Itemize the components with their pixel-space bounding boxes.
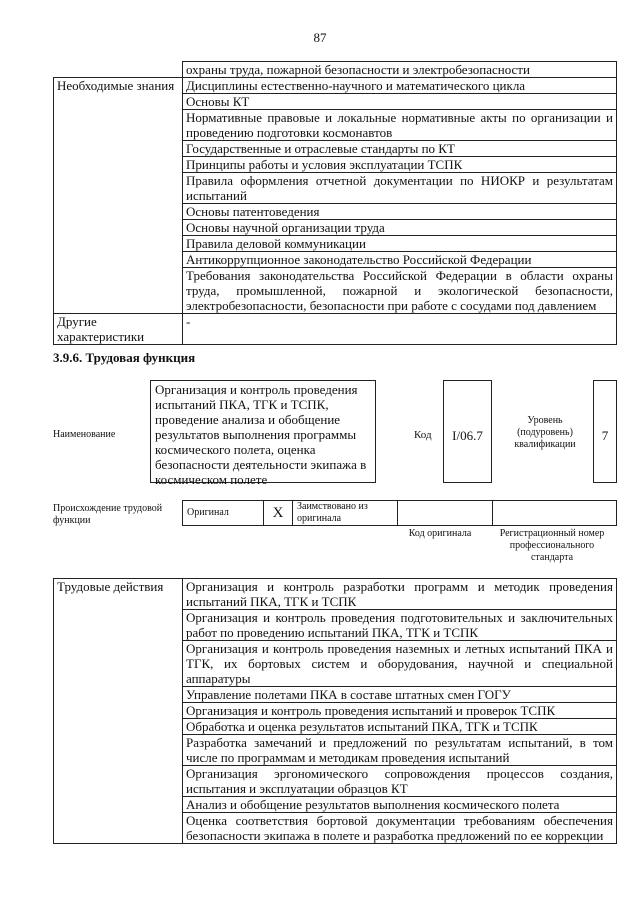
page-number: 87 — [313, 30, 327, 45]
labor-action-item: Организация эргономического сопровождения процессов создания, испытания и эксплуатации образцов КТ — [183, 766, 617, 797]
origin-table — [182, 500, 617, 526]
labor-actions-label: Трудовые действия — [54, 579, 183, 844]
reg-number-caption: Регистрационный номер профессионального стандарта — [499, 528, 605, 563]
qualification-level-box: 7 — [593, 380, 617, 483]
labor-action-item: Управление полетами ПКА в составе штатных смен ГОГУ — [183, 687, 617, 703]
knowledge-item: Нормативные правовые и локальные нормативные акты по организации и проведению подготовки космонавтов — [183, 110, 617, 141]
original-label: Оригинал — [183, 501, 264, 526]
labor-action-item: Анализ и обобщение результатов выполнения космического полета — [183, 797, 617, 813]
other-characteristics-value: - — [183, 314, 617, 345]
knowledge-item: Дисциплины естественно-научного и математического цикла — [183, 78, 617, 94]
knowledge-label: Необходимые знания — [54, 78, 183, 314]
qualification-level-label: Уровень (подуровень) квалификации — [514, 415, 576, 450]
knowledge-item: Принципы работы и условия эксплуатации ТСПК — [183, 157, 617, 173]
knowledge-item: Требования законодательства Российской Федерации в области охраны труда, промышленной, пожарной и экологической безопасности, электробезопасности, безопасности при работе с сосудами под давлением — [183, 268, 617, 314]
empty-cell — [54, 62, 183, 78]
labor-action-item: Обработка и оценка результатов испытаний ПКА, ТГК и ТСПК — [183, 719, 617, 735]
labor-action-item: Разработка замечаний и предложений по результатам испытаний, в том числе по программам и методикам проведения испытаний — [183, 735, 617, 766]
knowledge-item: Антикоррупционное законодательство Российской Федерации — [183, 252, 617, 268]
other-characteristics-label: Другие характеристики — [54, 314, 183, 345]
section-heading: 3.9.6. Трудовая функция — [53, 350, 196, 365]
code-box: I/06.7 — [443, 380, 492, 483]
labor-action-item: Оценка соответствия бортовой документации требованиям обеспечения безопасности экипажа в полете и разработка предложений по ее коррекции — [183, 813, 617, 844]
labor-action-item: Организация и контроль проведения наземных и летных испытаний ПКА и ТГК, их бортовых систем и оборудования, научной и специальной аппаратуры — [183, 641, 617, 687]
original-mark: X — [264, 501, 293, 526]
knowledge-item: Основы патентоведения — [183, 204, 617, 220]
code-original-cell — [398, 501, 493, 526]
continuation-cell: охраны труда, пожарной безопасности и электробезопасности — [183, 62, 617, 78]
labor-action-item: Организация и контроль разработки программ и методик проведения испытаний ПКА, ТГК и ТСПК — [183, 579, 617, 610]
knowledge-item: Основы научной организации труда — [183, 220, 617, 236]
knowledge-item: Государственные и отраслевые стандарты по КТ — [183, 141, 617, 157]
origin-label: Происхождение трудовой функции — [53, 503, 163, 526]
labor-actions-table — [53, 578, 617, 844]
borrowed-label: Заимствовано из оригинала — [293, 501, 398, 526]
function-name-box: Организация и контроль проведения испытаний ПКА, ТГК и ТСПК, проведение анализа и обобщение результатов выполнения программы космического полета, оценка безопасности деятельности экипажа в космическом полете — [150, 380, 376, 483]
code-original-caption: Код оригинала — [408, 528, 472, 539]
knowledge-table — [53, 61, 617, 345]
knowledge-item: Правила оформления отчетной документации по НИОКР и результатам испытаний — [183, 173, 617, 204]
knowledge-item: Основы КТ — [183, 94, 617, 110]
code-label: Код — [414, 429, 432, 441]
labor-action-item: Организация и контроль проведения испытаний и проверок ТСПК — [183, 703, 617, 719]
labor-action-item: Организация и контроль проведения подготовительных и заключительных работ по проведению испытаний ПКА, ТГК и ТСПК — [183, 610, 617, 641]
reg-number-cell — [493, 501, 617, 526]
knowledge-item: Правила деловой коммуникации — [183, 236, 617, 252]
name-label: Наименование — [53, 429, 116, 440]
